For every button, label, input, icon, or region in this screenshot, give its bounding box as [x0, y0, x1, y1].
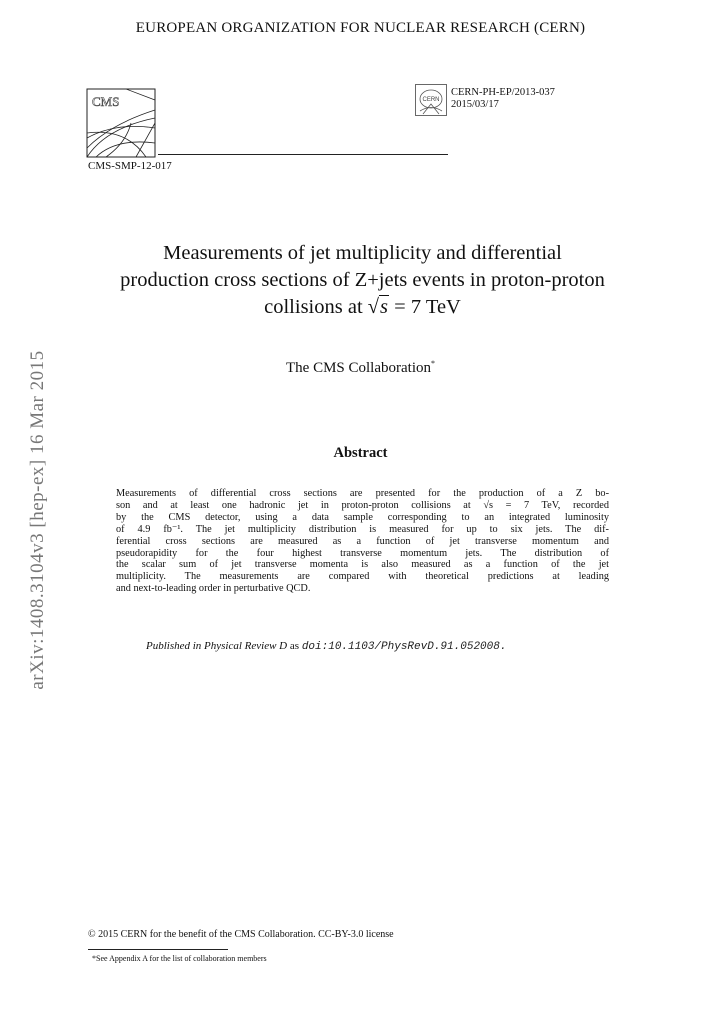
organization-header: EUROPEAN ORGANIZATION FOR NUCLEAR RESEARCH (CERN) — [135, 20, 586, 36]
title-line-3 — [80, 294, 645, 321]
arxiv-stamp: arXiv:1408.3104v3 [hep-ex] 16 Mar 2015 — [27, 350, 48, 690]
abstract-heading: Abstract — [333, 445, 388, 461]
abstract-line: of 4.9 fb⁻¹. The jet multiplicity distribution is measured for up to six jets. The dif- — [116, 523, 609, 535]
collaboration-footnote-mark: * — [431, 359, 435, 368]
title-line-3-suffix: = 7 TeV — [389, 296, 461, 318]
abstract-line: Measurements of differential cross sections are presented for the production of a Z bo- — [116, 488, 609, 499]
report-date: 2015/03/17 — [451, 99, 499, 110]
report-number: CERN-PH-EP/2013-037 — [451, 87, 555, 98]
publication-note — [146, 640, 506, 653]
abstract-line: the scalar sum of jet transverse momenta is also measured as a function of the jet — [116, 559, 609, 571]
abstract-body — [116, 488, 609, 595]
title-line-2: production cross sections of Z+jets events in proton-proton — [120, 269, 605, 291]
sqrt-arg: s — [380, 296, 389, 318]
sqrt-s — [368, 295, 389, 318]
collaboration — [0, 359, 721, 377]
abstract-line: son and at least one hadronic jet in proton-proton collisions at √s = 7 TeV, recorded — [116, 499, 609, 511]
title-line-1: Measurements of jet multiplicity and differential — [163, 242, 562, 264]
abstract-line: multiplicity. The measurements are compared with theoretical predictions at leading — [116, 571, 609, 583]
header-rule — [158, 154, 448, 155]
footnote-rule — [88, 949, 228, 950]
cern-logo-text: CERN — [422, 97, 440, 103]
sqrt-symbol: √ — [367, 296, 380, 318]
abstract-line: and next-to-leading order in perturbative QCD. — [116, 583, 311, 595]
report-info — [451, 87, 555, 111]
copyright-notice: © 2015 CERN for the benefit of the CMS Collaboration. CC-BY-3.0 license — [88, 929, 394, 940]
cms-logo-icon — [86, 88, 156, 158]
abstract-line: ferential cross sections are measured as a function of jet transverse momentum and — [116, 535, 609, 547]
journal-name: Published in Physical Review D — [146, 640, 288, 652]
doi-link[interactable]: doi:10.1103/PhysRevD.91.052008. — [301, 641, 507, 653]
abstract-line: pseudorapidity for the four highest transverse momentum jets. The distribution of — [116, 547, 609, 559]
cern-logo-icon — [415, 84, 447, 116]
footnote: *See Appendix A for the list of collaboration members — [92, 954, 267, 963]
title-line-3-prefix: collisions at — [264, 296, 368, 318]
cms-logo-text: CMS — [92, 94, 120, 109]
collaboration-name: The CMS Collaboration — [286, 360, 431, 376]
internal-id: CMS-SMP-12-017 — [88, 160, 172, 172]
publication-as: as — [287, 640, 302, 652]
paper-title — [80, 240, 645, 321]
abstract-line: by the CMS detector, using a data sample corresponding to an integrated luminosity — [116, 511, 609, 523]
